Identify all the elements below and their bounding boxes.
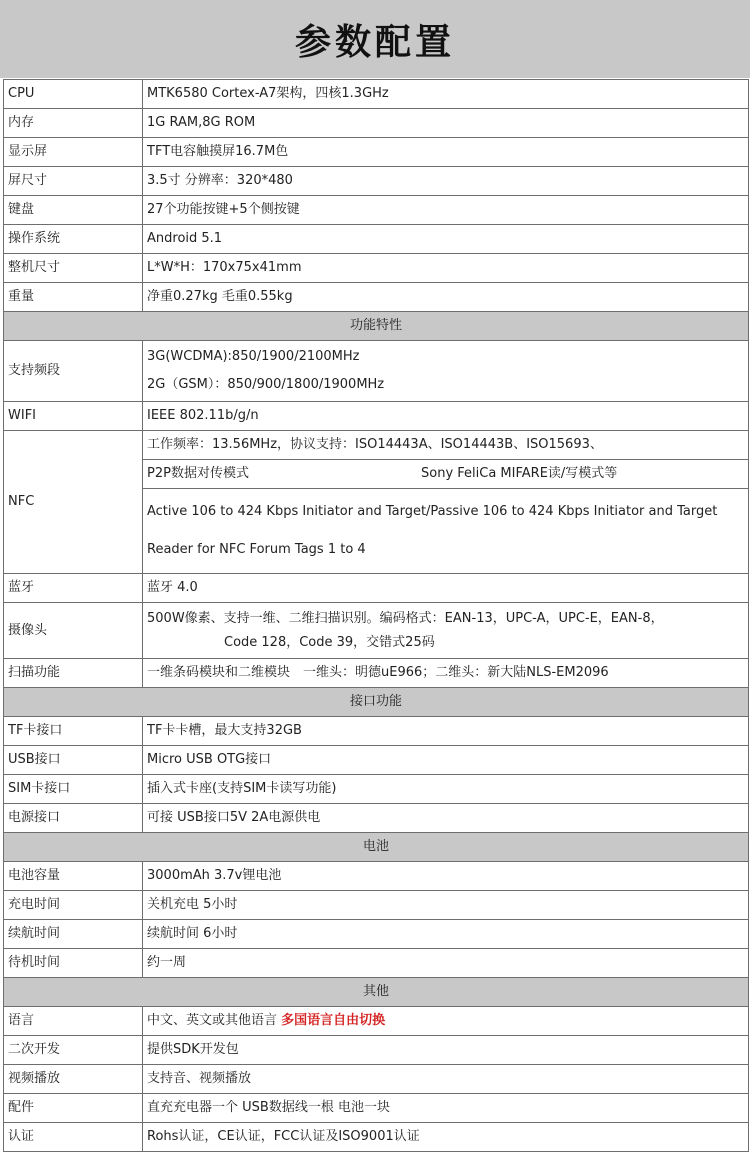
- table-row: [4, 138, 749, 167]
- spec-value: [143, 1007, 749, 1036]
- spec-value: 续航时间 6小时: [143, 920, 749, 949]
- table-row: [4, 1094, 749, 1123]
- table-row: [4, 80, 749, 109]
- spec-value: TF卡卡槽，最大支持32GB: [143, 717, 749, 746]
- spec-value: 提供SDK开发包: [143, 1036, 749, 1065]
- spec-value: 关机充电 5小时: [143, 891, 749, 920]
- nfc-felica: Sony FeliCa MIFARE读/写模式等: [421, 466, 618, 481]
- spec-label: 续航时间: [4, 920, 143, 949]
- title-bar: [0, 0, 750, 78]
- spec-label: SIM卡接口: [4, 775, 143, 804]
- section-header-interfaces: [4, 688, 749, 717]
- spec-value: 一维条码模块和二维模块 一维头：明德uE966；二维头：新大陆NLS-EM2096: [143, 659, 749, 688]
- spec-label: 屏尺寸: [4, 167, 143, 196]
- band-2g: 2G（GSM）：850/900/1800/1900MHz: [147, 377, 385, 392]
- section-title: 功能特性: [4, 312, 749, 341]
- spec-label: NFC: [4, 431, 143, 574]
- spec-label: 视频播放: [4, 1065, 143, 1094]
- section-title: 电池: [4, 833, 749, 862]
- spec-label: 显示屏: [4, 138, 143, 167]
- spec-label: 二次开发: [4, 1036, 143, 1065]
- section-title: 接口功能: [4, 688, 749, 717]
- language-highlight: 多国语言自由切换: [281, 1013, 386, 1028]
- spec-label: 内存: [4, 109, 143, 138]
- spec-label: 整机尺寸: [4, 254, 143, 283]
- spec-value: 插入式卡座(支持SIM卡读写功能): [143, 775, 749, 804]
- section-header-other: [4, 978, 749, 1007]
- table-row: [4, 717, 749, 746]
- table-row: [4, 109, 749, 138]
- spec-value: L*W*H：170x75x41mm: [143, 254, 749, 283]
- table-row: [4, 920, 749, 949]
- spec-label: 认证: [4, 1123, 143, 1152]
- spec-value: [143, 341, 749, 402]
- spec-value: [143, 603, 749, 659]
- table-row: [4, 1065, 749, 1094]
- table-row: [4, 862, 749, 891]
- nfc-modes: Active 106 to 424 Kbps Initiator and Target/Passive 106 to 424 Kbps Initiator and Target: [147, 504, 718, 519]
- spec-label: 配件: [4, 1094, 143, 1123]
- spec-value: 3000mAh 3.7v锂电池: [143, 862, 749, 891]
- spec-label: 蓝牙: [4, 574, 143, 603]
- table-row: [4, 196, 749, 225]
- spec-label: TF卡接口: [4, 717, 143, 746]
- spec-value: MTK6580 Cortex-A7架构，四核1.3GHz: [143, 80, 749, 109]
- section-title: 其他: [4, 978, 749, 1007]
- nfc-line-3: [147, 489, 744, 573]
- spec-label: 摄像头: [4, 603, 143, 659]
- nfc-reader: Reader for NFC Forum Tags 1 to 4: [147, 542, 366, 557]
- spec-value: 27个功能按键+5个侧按键: [143, 196, 749, 225]
- spec-value: 约一周: [143, 949, 749, 978]
- table-row: [4, 402, 749, 431]
- spec-label: 语言: [4, 1007, 143, 1036]
- nfc-line-1: [143, 431, 748, 460]
- table-row: [4, 949, 749, 978]
- table-row: [4, 1007, 749, 1036]
- spec-value: [143, 431, 749, 574]
- camera-line-2: Code 128，Code 39，交错式25码: [224, 634, 435, 650]
- table-row: [4, 167, 749, 196]
- spec-value: 蓝牙 4.0: [143, 574, 749, 603]
- spec-label: WIFI: [4, 402, 143, 431]
- spec-value: TFT电容触摸屏16.7M色: [143, 138, 749, 167]
- section-header-battery: [4, 833, 749, 862]
- spec-value: 1G RAM,8G ROM: [143, 109, 749, 138]
- spec-value: Micro USB OTG接口: [143, 746, 749, 775]
- table-row: [4, 225, 749, 254]
- spec-label: 电源接口: [4, 804, 143, 833]
- nfc-p2p: P2P数据对传模式: [147, 466, 249, 481]
- spec-label: 电池容量: [4, 862, 143, 891]
- table-row: [4, 283, 749, 312]
- spec-label: USB接口: [4, 746, 143, 775]
- spec-label: 操作系统: [4, 225, 143, 254]
- table-row: [4, 804, 749, 833]
- table-row: [4, 659, 749, 688]
- spec-label: 支持频段: [4, 341, 143, 402]
- spec-value: 3.5寸 分辨率：320*480: [143, 167, 749, 196]
- table-row: [4, 254, 749, 283]
- spec-value: Android 5.1: [143, 225, 749, 254]
- table-row: [4, 341, 749, 402]
- section-header-features: [4, 312, 749, 341]
- spec-label: 充电时间: [4, 891, 143, 920]
- camera-line-1: 500W像素、支持一维、二维扫描识别。编码格式：EAN-13，UPC-A，UPC-E，EAN-8，: [147, 610, 664, 626]
- spec-value: 支持音、视频播放: [143, 1065, 749, 1094]
- nfc-line-2: [143, 460, 748, 489]
- table-row: [4, 775, 749, 804]
- spec-value: 可接 USB接口5V 2A电源供电: [143, 804, 749, 833]
- spec-value: IEEE 802.11b/g/n: [143, 402, 749, 431]
- spec-label: 键盘: [4, 196, 143, 225]
- spec-label: CPU: [4, 80, 143, 109]
- table-row: [4, 431, 749, 574]
- spec-label: 待机时间: [4, 949, 143, 978]
- page-title: 参数配置: [294, 21, 455, 63]
- spec-label: 扫描功能: [4, 659, 143, 688]
- table-row: [4, 891, 749, 920]
- language-value: 中文、英文或其他语言: [147, 1013, 278, 1028]
- spec-value: 直充充电器一个 USB数据线一根 电池一块: [143, 1094, 749, 1123]
- table-row: [4, 574, 749, 603]
- table-row: [4, 1036, 749, 1065]
- table-row: [4, 1123, 749, 1152]
- spec-label: 重量: [4, 283, 143, 312]
- table-row: [4, 746, 749, 775]
- spec-value: Rohs认证，CE认证，FCC认证及ISO9001认证: [143, 1123, 749, 1152]
- nfc-protocols: 工作频率：13.56MHz，协议支持：ISO14443A、ISO14443B、ISO15693、: [147, 437, 603, 452]
- table-row: [4, 603, 749, 659]
- spec-table: [3, 79, 749, 1152]
- band-3g: 3G(WCDMA):850/1900/2100MHz: [147, 349, 360, 364]
- spec-value: 净重0.27kg 毛重0.55kg: [143, 283, 749, 312]
